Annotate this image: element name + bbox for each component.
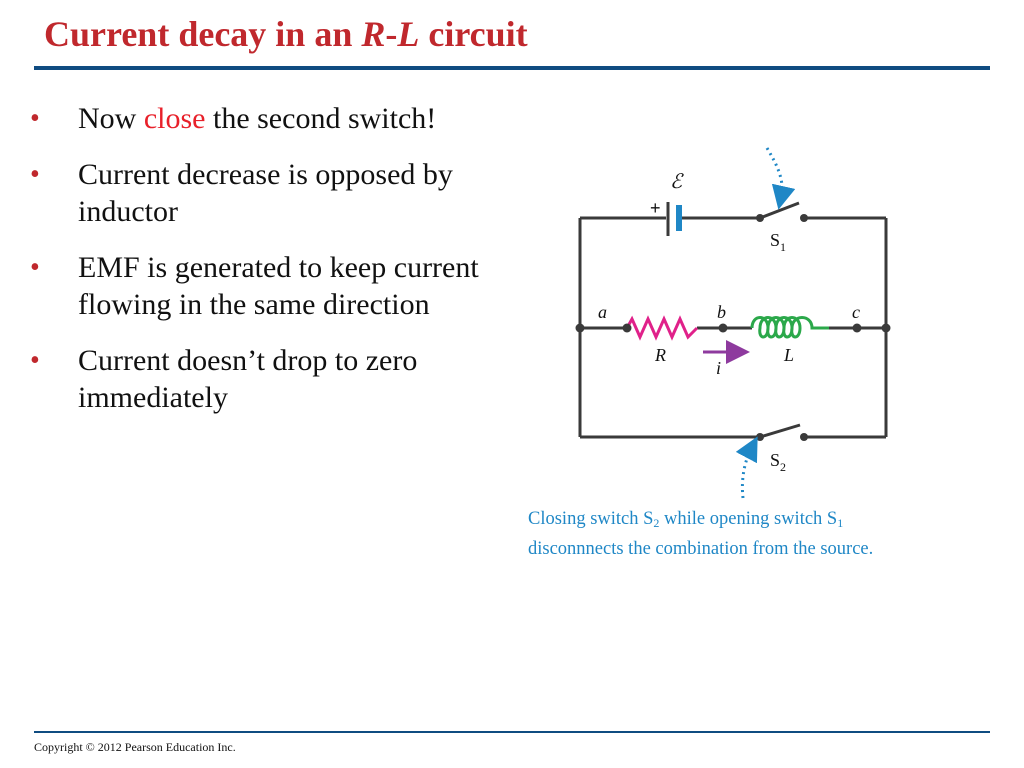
footer-rule (34, 731, 990, 733)
rl-circuit-diagram (520, 138, 920, 508)
switch-s1-label: S (770, 230, 781, 250)
dotted-arrow-s2-icon (742, 447, 752, 498)
bullet-item: • Current doesn’t drop to zero immediately (30, 344, 418, 414)
caption-line-2: disconnnects the combination from the source. (528, 539, 874, 559)
bullet-dot-icon: • (30, 345, 40, 376)
highlight-close: close (143, 102, 206, 135)
caption-line-1: Closing switch $S_2$ while opening switch $S_1$ (528, 509, 844, 530)
resistor-label: R (655, 345, 666, 365)
copyright-text: Copyright © 2012 Pearson Education Inc. (34, 740, 236, 754)
bullet-item: • EMF is generated to keep current flowing in the same direction (30, 251, 479, 321)
dotted-arrow-s1-icon (767, 148, 782, 198)
emf-label: ℰ (670, 169, 683, 193)
svg-text:S1 (770, 230, 786, 254)
inductor-icon (752, 318, 829, 338)
battery-plus-label: + (650, 198, 661, 218)
node-c-label: c (852, 302, 860, 322)
switch-s2-icon (756, 425, 808, 441)
node-a-label: a (598, 302, 607, 322)
title-underline (34, 66, 990, 70)
inductor-label: L (784, 345, 795, 365)
battery-icon (668, 202, 682, 236)
svg-text:S2 (770, 450, 786, 474)
bullet-list (22, 100, 502, 435)
switch-s1-icon (756, 203, 808, 222)
slide-title: Current decay in an R-L circuit (44, 14, 528, 54)
bullet-dot-icon: • (30, 103, 40, 134)
bullet-item: • Current decrease is opposed by inductor (30, 158, 453, 228)
figure-caption (528, 506, 873, 562)
resistor-icon (627, 319, 697, 337)
node-b-label: b (717, 302, 726, 322)
current-label: i (716, 358, 722, 378)
switch-s2-label: S (770, 450, 781, 470)
bullet-dot-icon: • (30, 252, 40, 283)
switch-s1-subscript: 1 (780, 240, 787, 254)
bullet-dot-icon: • (30, 159, 40, 190)
bullet-item: • Now close the second switch! (30, 102, 437, 135)
switch-s2-subscript: 2 (780, 460, 787, 474)
